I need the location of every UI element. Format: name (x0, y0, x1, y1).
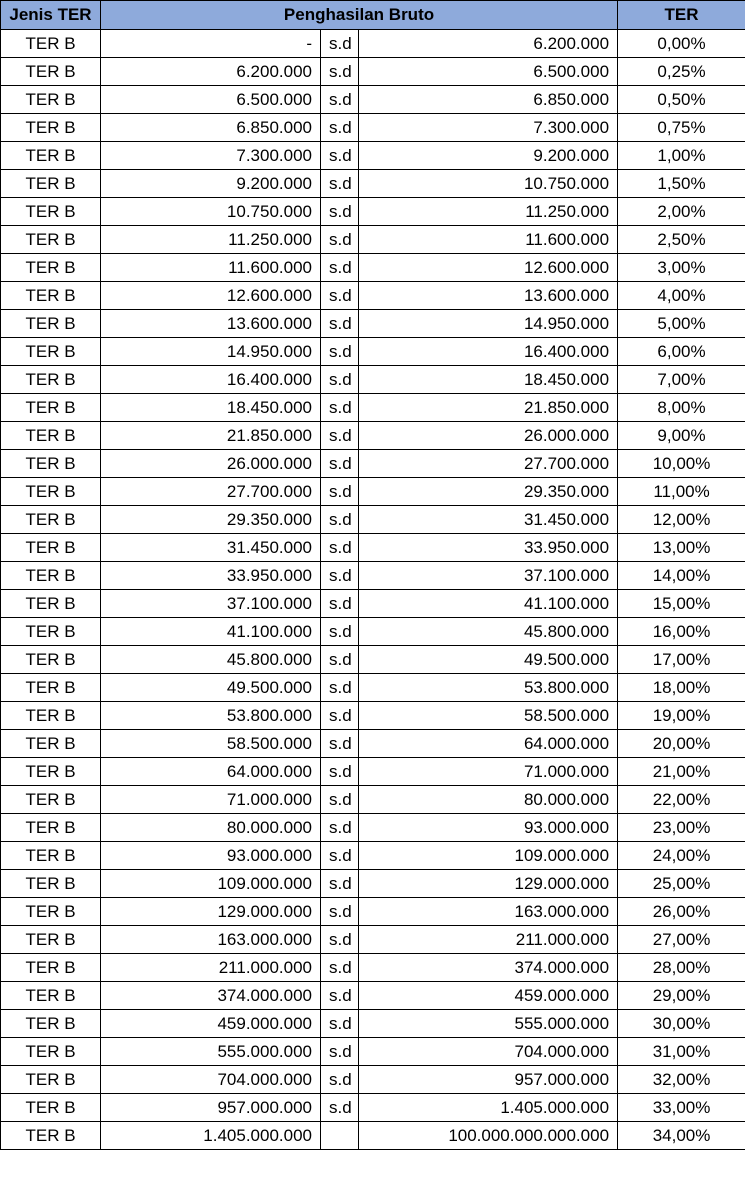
cell-ter-rate[interactable]: 10,00% (618, 450, 745, 478)
cell-income-to[interactable]: 374.000.000 (359, 954, 618, 982)
cell-income-to[interactable]: 459.000.000 (359, 982, 618, 1010)
cell-ter-rate[interactable]: 12,00% (618, 506, 745, 534)
cell-income-to[interactable]: 53.800.000 (359, 674, 618, 702)
table-row (1, 590, 745, 618)
cell-sd-separator[interactable]: s.d (321, 450, 359, 478)
cell-jenis-ter[interactable]: TER B (1, 282, 101, 310)
cell-income-from[interactable]: 6.200.000 (101, 58, 321, 86)
cell-ter-rate[interactable]: 19,00% (618, 702, 745, 730)
cell-sd-separator[interactable]: s.d (321, 926, 359, 954)
cell-income-from[interactable]: 109.000.000 (101, 870, 321, 898)
cell-sd-separator[interactable]: s.d (321, 478, 359, 506)
cell-sd-separator[interactable]: s.d (321, 1066, 359, 1094)
cell-sd-separator[interactable]: s.d (321, 310, 359, 338)
cell-ter-rate[interactable]: 22,00% (618, 786, 745, 814)
cell-ter-rate[interactable]: 0,50% (618, 86, 745, 114)
table-row (1, 422, 745, 450)
table-row (1, 282, 745, 310)
cell-jenis-ter[interactable]: TER B (1, 982, 101, 1010)
cell-ter-rate[interactable]: 24,00% (618, 842, 745, 870)
cell-ter-rate[interactable]: 18,00% (618, 674, 745, 702)
cell-income-from[interactable]: 211.000.000 (101, 954, 321, 982)
cell-income-to[interactable]: 9.200.000 (359, 142, 618, 170)
table-body (1, 30, 745, 1150)
cell-jenis-ter[interactable]: TER B (1, 814, 101, 842)
cell-sd-separator[interactable]: s.d (321, 814, 359, 842)
cell-income-from[interactable]: 21.850.000 (101, 422, 321, 450)
cell-jenis-ter[interactable]: TER B (1, 926, 101, 954)
cell-income-to[interactable]: 33.950.000 (359, 534, 618, 562)
cell-jenis-ter[interactable]: TER B (1, 1094, 101, 1122)
cell-jenis-ter[interactable]: TER B (1, 954, 101, 982)
cell-income-to[interactable]: 211.000.000 (359, 926, 618, 954)
cell-jenis-ter[interactable]: TER B (1, 870, 101, 898)
cell-sd-separator[interactable]: s.d (321, 562, 359, 590)
cell-ter-rate[interactable]: 23,00% (618, 814, 745, 842)
cell-ter-rate[interactable]: 29,00% (618, 982, 745, 1010)
cell-income-to[interactable]: 93.000.000 (359, 814, 618, 842)
cell-sd-separator[interactable]: s.d (321, 366, 359, 394)
table-row (1, 618, 745, 646)
cell-ter-rate[interactable]: 11,00% (618, 478, 745, 506)
cell-income-from[interactable]: 10.750.000 (101, 198, 321, 226)
cell-sd-separator[interactable]: s.d (321, 170, 359, 198)
cell-sd-separator[interactable]: s.d (321, 730, 359, 758)
table-row (1, 506, 745, 534)
cell-ter-rate[interactable]: 7,00% (618, 366, 745, 394)
header-penghasilan-bruto[interactable]: Penghasilan Bruto (101, 1, 618, 30)
cell-ter-rate[interactable]: 26,00% (618, 898, 745, 926)
cell-ter-rate[interactable]: 0,00% (618, 30, 745, 58)
table-row (1, 1010, 745, 1038)
cell-income-from[interactable]: 374.000.000 (101, 982, 321, 1010)
cell-income-to[interactable]: 109.000.000 (359, 842, 618, 870)
cell-sd-separator[interactable]: s.d (321, 422, 359, 450)
cell-income-to[interactable]: 16.400.000 (359, 338, 618, 366)
cell-ter-rate[interactable]: 32,00% (618, 1066, 745, 1094)
cell-jenis-ter[interactable]: TER B (1, 394, 101, 422)
cell-income-to[interactable]: 49.500.000 (359, 646, 618, 674)
cell-ter-rate[interactable]: 1,50% (618, 170, 745, 198)
cell-income-from[interactable]: 29.350.000 (101, 506, 321, 534)
cell-sd-separator[interactable]: s.d (321, 702, 359, 730)
cell-jenis-ter[interactable]: TER B (1, 30, 101, 58)
cell-sd-separator[interactable]: s.d (321, 226, 359, 254)
cell-income-to[interactable]: 11.250.000 (359, 198, 618, 226)
table-row (1, 870, 745, 898)
cell-income-from[interactable]: - (101, 30, 321, 58)
cell-jenis-ter[interactable]: TER B (1, 478, 101, 506)
cell-income-to[interactable]: 957.000.000 (359, 1066, 618, 1094)
cell-ter-rate[interactable]: 4,00% (618, 282, 745, 310)
table-row (1, 226, 745, 254)
cell-jenis-ter[interactable]: TER B (1, 618, 101, 646)
table-row (1, 478, 745, 506)
cell-income-from[interactable]: 37.100.000 (101, 590, 321, 618)
table-row (1, 338, 745, 366)
cell-income-from[interactable]: 555.000.000 (101, 1038, 321, 1066)
cell-sd-separator[interactable]: s.d (321, 1094, 359, 1122)
cell-income-to[interactable]: 21.850.000 (359, 394, 618, 422)
cell-jenis-ter[interactable]: TER B (1, 758, 101, 786)
cell-sd-separator[interactable]: s.d (321, 1010, 359, 1038)
table-row (1, 254, 745, 282)
cell-sd-separator[interactable]: s.d (321, 86, 359, 114)
table-row (1, 954, 745, 982)
cell-income-from[interactable]: 9.200.000 (101, 170, 321, 198)
cell-jenis-ter[interactable]: TER B (1, 142, 101, 170)
cell-sd-separator[interactable]: s.d (321, 786, 359, 814)
cell-income-to[interactable]: 704.000.000 (359, 1038, 618, 1066)
cell-income-to[interactable]: 129.000.000 (359, 870, 618, 898)
cell-income-from[interactable]: 459.000.000 (101, 1010, 321, 1038)
cell-sd-separator[interactable]: s.d (321, 590, 359, 618)
table-row (1, 1038, 745, 1066)
cell-income-to[interactable]: 100.000.000.000.000 (359, 1122, 618, 1150)
cell-ter-rate[interactable]: 34,00% (618, 1122, 745, 1150)
cell-income-from[interactable]: 27.700.000 (101, 478, 321, 506)
cell-income-from[interactable]: 129.000.000 (101, 898, 321, 926)
table-row (1, 534, 745, 562)
table-row (1, 982, 745, 1010)
cell-income-from[interactable]: 13.600.000 (101, 310, 321, 338)
table-row (1, 366, 745, 394)
table-row (1, 450, 745, 478)
header-ter[interactable]: TER (618, 1, 745, 30)
cell-jenis-ter[interactable]: TER B (1, 1038, 101, 1066)
table-row (1, 786, 745, 814)
cell-jenis-ter[interactable]: TER B (1, 1122, 101, 1150)
cell-income-to[interactable]: 27.700.000 (359, 450, 618, 478)
cell-income-from[interactable]: 53.800.000 (101, 702, 321, 730)
cell-income-to[interactable]: 11.600.000 (359, 226, 618, 254)
cell-ter-rate[interactable]: 8,00% (618, 394, 745, 422)
table-row (1, 142, 745, 170)
cell-ter-rate[interactable]: 5,00% (618, 310, 745, 338)
cell-income-to[interactable]: 14.950.000 (359, 310, 618, 338)
cell-income-to[interactable]: 58.500.000 (359, 702, 618, 730)
cell-income-from[interactable]: 1.405.000.000 (101, 1122, 321, 1150)
cell-income-to[interactable]: 45.800.000 (359, 618, 618, 646)
cell-sd-separator[interactable]: s.d (321, 282, 359, 310)
cell-jenis-ter[interactable]: TER B (1, 1066, 101, 1094)
cell-sd-separator[interactable]: s.d (321, 982, 359, 1010)
cell-jenis-ter[interactable]: TER B (1, 226, 101, 254)
cell-income-to[interactable]: 10.750.000 (359, 170, 618, 198)
cell-ter-rate[interactable]: 9,00% (618, 422, 745, 450)
cell-income-from[interactable]: 93.000.000 (101, 842, 321, 870)
cell-ter-rate[interactable]: 2,50% (618, 226, 745, 254)
cell-income-from[interactable]: 957.000.000 (101, 1094, 321, 1122)
cell-sd-separator[interactable]: s.d (321, 618, 359, 646)
cell-income-to[interactable]: 80.000.000 (359, 786, 618, 814)
cell-income-to[interactable]: 64.000.000 (359, 730, 618, 758)
cell-income-to[interactable]: 41.100.000 (359, 590, 618, 618)
cell-income-from[interactable]: 18.450.000 (101, 394, 321, 422)
cell-income-from[interactable]: 64.000.000 (101, 758, 321, 786)
cell-sd-separator[interactable]: s.d (321, 534, 359, 562)
cell-sd-separator[interactable]: s.d (321, 30, 359, 58)
cell-jenis-ter[interactable]: TER B (1, 170, 101, 198)
table-row (1, 1122, 745, 1150)
cell-income-from[interactable]: 11.600.000 (101, 254, 321, 282)
table-row (1, 730, 745, 758)
cell-income-from[interactable]: 31.450.000 (101, 534, 321, 562)
cell-sd-separator[interactable]: s.d (321, 58, 359, 86)
cell-ter-rate[interactable]: 13,00% (618, 534, 745, 562)
cell-sd-separator[interactable]: s.d (321, 394, 359, 422)
cell-ter-rate[interactable]: 14,00% (618, 562, 745, 590)
header-jenis-ter[interactable]: Jenis TER (1, 1, 101, 30)
cell-income-from[interactable]: 6.850.000 (101, 114, 321, 142)
cell-ter-rate[interactable]: 1,00% (618, 142, 745, 170)
cell-sd-separator[interactable] (321, 1122, 359, 1150)
cell-jenis-ter[interactable]: TER B (1, 254, 101, 282)
cell-jenis-ter[interactable]: TER B (1, 562, 101, 590)
cell-income-from[interactable]: 11.250.000 (101, 226, 321, 254)
table-row (1, 310, 745, 338)
cell-ter-rate[interactable]: 21,00% (618, 758, 745, 786)
table-row (1, 86, 745, 114)
cell-income-to[interactable]: 555.000.000 (359, 1010, 618, 1038)
table-row (1, 1066, 745, 1094)
cell-sd-separator[interactable]: s.d (321, 758, 359, 786)
cell-ter-rate[interactable]: 20,00% (618, 730, 745, 758)
table-row (1, 646, 745, 674)
cell-ter-rate[interactable]: 33,00% (618, 1094, 745, 1122)
cell-income-to[interactable]: 163.000.000 (359, 898, 618, 926)
cell-income-from[interactable]: 26.000.000 (101, 450, 321, 478)
table-row (1, 674, 745, 702)
cell-jenis-ter[interactable]: TER B (1, 842, 101, 870)
cell-jenis-ter[interactable]: TER B (1, 646, 101, 674)
cell-income-from[interactable]: 16.400.000 (101, 366, 321, 394)
cell-jenis-ter[interactable]: TER B (1, 730, 101, 758)
cell-jenis-ter[interactable]: TER B (1, 198, 101, 226)
table-row (1, 898, 745, 926)
cell-sd-separator[interactable]: s.d (321, 254, 359, 282)
cell-sd-separator[interactable]: s.d (321, 1038, 359, 1066)
table-row (1, 842, 745, 870)
cell-jenis-ter[interactable]: TER B (1, 534, 101, 562)
cell-sd-separator[interactable]: s.d (321, 898, 359, 926)
cell-jenis-ter[interactable]: TER B (1, 702, 101, 730)
cell-ter-rate[interactable]: 31,00% (618, 1038, 745, 1066)
table-row (1, 198, 745, 226)
cell-income-to[interactable]: 6.850.000 (359, 86, 618, 114)
cell-ter-rate[interactable]: 27,00% (618, 926, 745, 954)
cell-ter-rate[interactable]: 6,00% (618, 338, 745, 366)
table-row (1, 758, 745, 786)
cell-sd-separator[interactable]: s.d (321, 870, 359, 898)
cell-sd-separator[interactable]: s.d (321, 114, 359, 142)
cell-jenis-ter[interactable]: TER B (1, 366, 101, 394)
cell-ter-rate[interactable]: 0,25% (618, 58, 745, 86)
cell-ter-rate[interactable]: 17,00% (618, 646, 745, 674)
cell-sd-separator[interactable]: s.d (321, 674, 359, 702)
cell-income-to[interactable]: 31.450.000 (359, 506, 618, 534)
cell-income-from[interactable]: 33.950.000 (101, 562, 321, 590)
cell-income-from[interactable]: 80.000.000 (101, 814, 321, 842)
cell-sd-separator[interactable]: s.d (321, 338, 359, 366)
cell-income-to[interactable]: 6.500.000 (359, 58, 618, 86)
cell-jenis-ter[interactable]: TER B (1, 86, 101, 114)
table-row (1, 562, 745, 590)
cell-ter-rate[interactable]: 3,00% (618, 254, 745, 282)
table-row (1, 926, 745, 954)
cell-income-from[interactable]: 704.000.000 (101, 1066, 321, 1094)
cell-ter-rate[interactable]: 16,00% (618, 618, 745, 646)
cell-jenis-ter[interactable]: TER B (1, 58, 101, 86)
cell-ter-rate[interactable]: 0,75% (618, 114, 745, 142)
cell-jenis-ter[interactable]: TER B (1, 786, 101, 814)
table-row (1, 30, 745, 58)
cell-income-from[interactable]: 12.600.000 (101, 282, 321, 310)
cell-jenis-ter[interactable]: TER B (1, 450, 101, 478)
table-header (1, 1, 745, 30)
table-row (1, 702, 745, 730)
cell-jenis-ter[interactable]: TER B (1, 590, 101, 618)
header-row (1, 1, 745, 30)
cell-ter-rate[interactable]: 15,00% (618, 590, 745, 618)
cell-income-to[interactable]: 71.000.000 (359, 758, 618, 786)
cell-jenis-ter[interactable]: TER B (1, 310, 101, 338)
cell-sd-separator[interactable]: s.d (321, 954, 359, 982)
cell-sd-separator[interactable]: s.d (321, 842, 359, 870)
cell-income-from[interactable]: 7.300.000 (101, 142, 321, 170)
table-row (1, 814, 745, 842)
cell-jenis-ter[interactable]: TER B (1, 506, 101, 534)
cell-income-from[interactable]: 14.950.000 (101, 338, 321, 366)
cell-ter-rate[interactable]: 2,00% (618, 198, 745, 226)
cell-income-to[interactable]: 12.600.000 (359, 254, 618, 282)
cell-income-to[interactable]: 13.600.000 (359, 282, 618, 310)
cell-income-to[interactable]: 18.450.000 (359, 366, 618, 394)
table-row (1, 114, 745, 142)
cell-ter-rate[interactable]: 25,00% (618, 870, 745, 898)
cell-jenis-ter[interactable]: TER B (1, 114, 101, 142)
cell-income-from[interactable]: 49.500.000 (101, 674, 321, 702)
table-row (1, 170, 745, 198)
cell-sd-separator[interactable]: s.d (321, 646, 359, 674)
cell-jenis-ter[interactable]: TER B (1, 674, 101, 702)
cell-income-from[interactable]: 58.500.000 (101, 730, 321, 758)
table-row (1, 394, 745, 422)
cell-income-from[interactable]: 6.500.000 (101, 86, 321, 114)
table-row (1, 58, 745, 86)
cell-income-from[interactable]: 41.100.000 (101, 618, 321, 646)
cell-ter-rate[interactable]: 30,00% (618, 1010, 745, 1038)
cell-income-from[interactable]: 163.000.000 (101, 926, 321, 954)
cell-income-from[interactable]: 45.800.000 (101, 646, 321, 674)
cell-jenis-ter[interactable]: TER B (1, 1010, 101, 1038)
cell-income-to[interactable]: 1.405.000.000 (359, 1094, 618, 1122)
cell-jenis-ter[interactable]: TER B (1, 338, 101, 366)
cell-sd-separator[interactable]: s.d (321, 506, 359, 534)
cell-jenis-ter[interactable]: TER B (1, 898, 101, 926)
cell-income-to[interactable]: 29.350.000 (359, 478, 618, 506)
cell-sd-separator[interactable]: s.d (321, 198, 359, 226)
cell-sd-separator[interactable]: s.d (321, 142, 359, 170)
table-row (1, 1094, 745, 1122)
cell-income-to[interactable]: 26.000.000 (359, 422, 618, 450)
cell-income-from[interactable]: 71.000.000 (101, 786, 321, 814)
cell-income-to[interactable]: 6.200.000 (359, 30, 618, 58)
cell-jenis-ter[interactable]: TER B (1, 422, 101, 450)
cell-ter-rate[interactable]: 28,00% (618, 954, 745, 982)
cell-income-to[interactable]: 37.100.000 (359, 562, 618, 590)
cell-income-to[interactable]: 7.300.000 (359, 114, 618, 142)
